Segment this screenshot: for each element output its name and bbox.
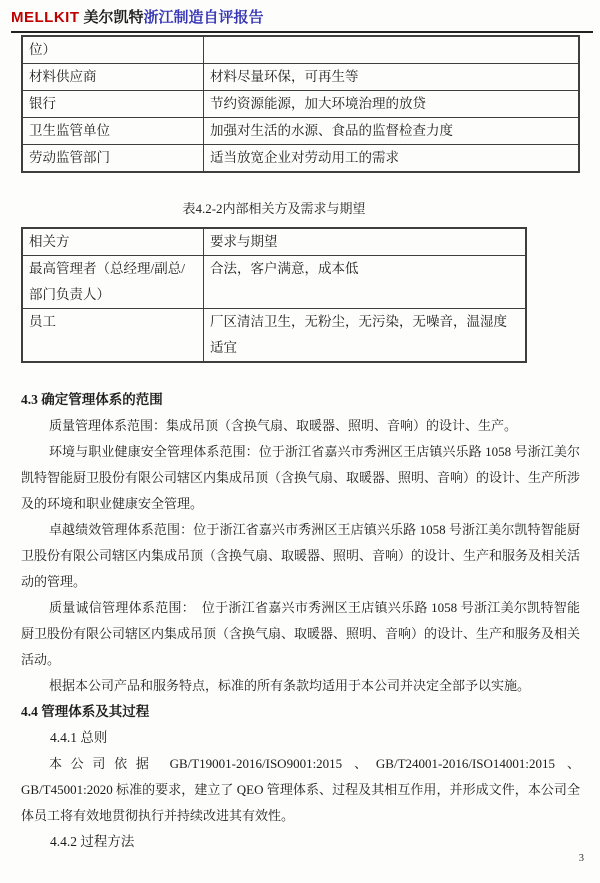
party-cell: 卫生监管单位 <box>22 118 204 145</box>
internal-parties-table <box>21 227 527 363</box>
page-number: 3 <box>578 853 584 864</box>
paragraph-ehs-scope: 环境与职业健康安全管理体系范围：位于浙江省嘉兴市秀洲区王店镇兴乐路 1058 号浙江美尔凯特智能厨卫股份有限公司辖区内集成吊顶（含换气扇、取暖器、照明、音响）的设计、生产所涉及的环境和职业健康安全管理。 <box>21 444 581 511</box>
table-row <box>22 64 579 91</box>
paragraph-quality-scope: 质量管理体系范围：集成吊顶（含换气扇、取暖器、照明、音响）的设计、生产。 <box>48 418 517 433</box>
party-header-cell: 相关方 <box>22 228 204 256</box>
expectation-cell: 节约资源能源，加大环境治理的放贷 <box>204 91 580 118</box>
party-cell: 员工 <box>22 309 204 363</box>
expectation-cell: 材料尽量环保，可再生等 <box>204 64 580 91</box>
page-header <box>11 6 593 33</box>
expectation-cell: 加强对生活的水源、食品的监督检查力度 <box>204 118 580 145</box>
expectation-cell: 厂区清洁卫生，无粉尘，无污染，无噪音，温湿度适宜 <box>204 309 527 363</box>
table-row <box>22 91 579 118</box>
section-4-4-heading: 4.4 管理体系及其过程 <box>21 704 150 719</box>
table-row <box>22 36 579 64</box>
company-name: 美尔凯特 <box>83 10 144 26</box>
table-row <box>22 256 526 309</box>
expectation-cell: 适当放宽企业对劳动用工的需求 <box>204 145 580 173</box>
paragraph-integrity-scope: 质量诚信管理体系范围： 位于浙江省嘉兴市秀洲区王店镇兴乐路 1058 号浙江美尔凯特智能厨卫股份有限公司辖区内集成吊顶（含换气扇、取暖器、照明、音响）的设计、生产和服务及相关活动。 <box>21 600 581 667</box>
party-cell: 最高管理者（总经理/副总/部门负责人） <box>22 256 204 309</box>
expectation-cell: 合法，客户满意，成本低 <box>204 256 527 309</box>
page-content <box>21 35 580 855</box>
table-row <box>22 145 579 173</box>
external-parties-table <box>21 35 580 173</box>
table-row <box>22 118 579 145</box>
document-title: 浙江制造自评报告 <box>143 10 264 26</box>
expectation-cell <box>204 36 580 64</box>
party-cell: 材料供应商 <box>22 64 204 91</box>
paragraph-general-principles: 本公司依据 GB/T19001-2016/ISO9001:2015 、GB/T24001-2016/ISO14001:2015 、GB/T45001:2020 标准的要求，建立了 QEO 管理体系、过程及其相互作用，并形成文件，本公司全体员工将有效地贯彻执行并持续改进其有效性。 <box>21 756 580 823</box>
paragraph-excellence-scope: 卓越绩效管理体系范围：位于浙江省嘉兴市秀洲区王店镇兴乐路 1058 号浙江美尔凯特智能厨卫股份有限公司辖区内集成吊顶（含换气扇、取暖器、照明、音响）的设计、生产和服务及相关活动的管理。 <box>21 522 581 589</box>
party-cell: 位） <box>22 36 204 64</box>
party-cell: 银行 <box>22 91 204 118</box>
body-text <box>21 387 580 855</box>
expectation-header-cell: 要求与期望 <box>204 228 527 256</box>
table-caption: 表4.2-2内部相关方及需求与期望 <box>182 201 366 216</box>
brand-logo-text: MELLKIT <box>11 9 80 26</box>
party-cell: 劳动监管部门 <box>22 145 204 173</box>
table-row <box>22 309 526 363</box>
section-4-4-2-heading: 4.4.2 过程方法 <box>50 834 135 849</box>
section-4-4-1-heading: 4.4.1 总则 <box>50 730 108 745</box>
table-header-row <box>22 228 526 256</box>
section-4-3-heading: 4.3 确定管理体系的范围 <box>21 392 163 407</box>
paragraph-applicability: 根据本公司产品和服务特点，标准的所有条款均适用于本公司并决定全部予以实施。 <box>48 678 530 693</box>
